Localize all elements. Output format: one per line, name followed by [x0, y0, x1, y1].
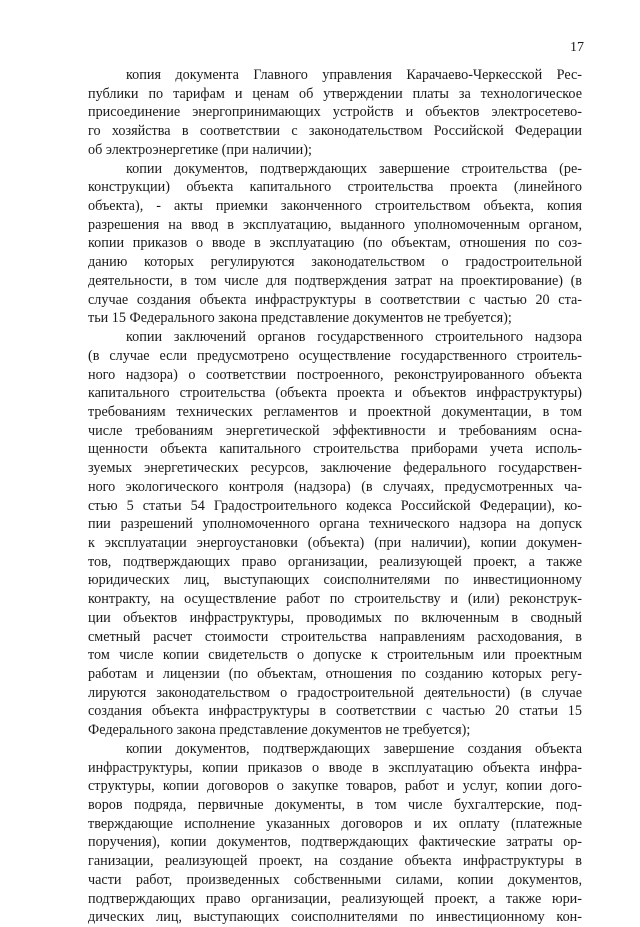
- text-line: Федерального закона представление документов не требуется);: [88, 722, 471, 739]
- text-line: (в случае если предусмотрено осуществление государственного строитель-: [88, 347, 582, 364]
- text-line: воров подряда, первичные документы, в том числе бухгалтерские, под-: [88, 797, 582, 814]
- text-line: числе требованиям энергетической эффективности и требованиям осна-: [88, 422, 582, 439]
- text-line: тьи 15 Федерального закона представление документов не требуется);: [88, 310, 512, 327]
- text-line: поручения), копии документов, подтверждающих фактические затраты ор-: [88, 834, 582, 851]
- text-line: щенности объекта капитального строительства приборами учета исполь-: [88, 441, 582, 458]
- paragraph: [88, 160, 582, 328]
- text-line: работам и лицензии (по объектам, отношения по созданию которых регу-: [88, 666, 582, 682]
- text-line: тов, подтверждающих право организации, реализующей проект, а также: [88, 553, 582, 570]
- text-line: сметный расчет стоимости строительства направлениям расходования, в: [88, 628, 582, 645]
- text-line: объекта), - акты приемки законченного строительством объекта, копия: [88, 198, 582, 215]
- page-number: 17: [570, 40, 584, 55]
- text-line: конструкции) объекта капитального строительства проекта (линейного: [88, 179, 582, 196]
- body-text: [88, 66, 582, 927]
- text-line: структуры, копии договоров о закупке товаров, работ и услуг, копии дого-: [88, 778, 582, 795]
- text-line: об электроэнергетике (при наличии);: [88, 141, 312, 158]
- text-line: разрешения на ввод в эксплуатацию, выданного уполномоченным органом,: [88, 216, 582, 233]
- text-line: копии документов, подтверждающих завершение создания объекта: [126, 740, 582, 757]
- text-line: ного экологического контроля (надзора) (в случаях, предусмотренных ча-: [88, 478, 582, 495]
- text-line: капитального строительства (объекта проекта и объектов инфраструктуры): [88, 385, 582, 402]
- paragraph: [88, 66, 582, 160]
- text-line: том числе копии свидетельств о допуске к строительным или проектным: [88, 647, 582, 664]
- text-line: копии приказов о вводе в эксплуатацию (по объектам, отношения по соз-: [88, 235, 582, 252]
- text-line: ганизации, реализующей проект, на создание объекта инфраструктуры в: [88, 853, 582, 870]
- text-line: создания объекта инфраструктуры в соответствии с частью 20 статьи 15: [88, 703, 582, 720]
- text-line: стью 5 статьи 54 Градостроительного кодекса Российской Федерации), ко-: [88, 497, 582, 514]
- text-line: лируются законодательством о градостроительной деятельности) (в случае: [88, 684, 582, 701]
- text-line: случае создания объекта инфраструктуры в соответствии с частью 20 ста-: [88, 291, 582, 308]
- paragraph: [88, 328, 582, 740]
- text-line: ного надзора) о соответствии построенного, реконструированного объекта: [88, 366, 582, 383]
- text-line: к эксплуатации энергоустановки (объекта) (при наличии), копии докумен-: [88, 534, 582, 551]
- text-line: требованиям технических регламентов и проектной документации, в том: [88, 403, 582, 420]
- text-line: копии заключений органов государственного строительного надзора: [126, 329, 582, 346]
- paragraph: [88, 740, 582, 927]
- text-line: данию которых регулируются законодательством о градостроительной: [88, 254, 582, 271]
- text-line: дических лиц, выступающих соисполнителями по инвестиционному кон-: [88, 909, 582, 926]
- text-line: инфраструктуры, копии приказов о вводе в эксплуатацию объекта инфра-: [88, 759, 582, 776]
- text-line: деятельности, в том числе для подтверждения затрат на проектирование) (в: [88, 272, 582, 289]
- text-line: контракту, на осуществление работ по строительству и (или) реконструк-: [88, 591, 582, 608]
- text-line: го хозяйства в соответствии с законодательством Российской Федерации: [88, 123, 582, 140]
- text-line: пии разрешений уполномоченного органа технического надзора на допуск: [88, 516, 582, 533]
- text-line: публики по тарифам и ценам об утверждении платы за технологическое: [88, 85, 582, 102]
- text-line: подтверждающих право организации, реализующей проект, а также юри-: [88, 890, 582, 907]
- text-line: зуемых энергетических ресурсов, заключение федерального государствен-: [88, 460, 582, 477]
- text-line: тверждающие исполнение указанных договоров и их оплату (платежные: [88, 815, 582, 832]
- text-line: присоединение энергопринимающих устройств и объектов электросетево-: [88, 104, 582, 121]
- text-line: ции объектов инфраструктуры, проводимых по включенным в сводный: [88, 609, 582, 626]
- text-line: копии документов, подтверждающих завершение строительства (ре-: [126, 160, 582, 177]
- text-line: части работ, произведенных собственными силами, копии документов,: [88, 871, 582, 888]
- text-line: копия документа Главного управления Карачаево-Черкесской Рес-: [126, 67, 582, 83]
- text-line: юридических лиц, выступающих соисполнителями по инвестиционному: [88, 572, 582, 589]
